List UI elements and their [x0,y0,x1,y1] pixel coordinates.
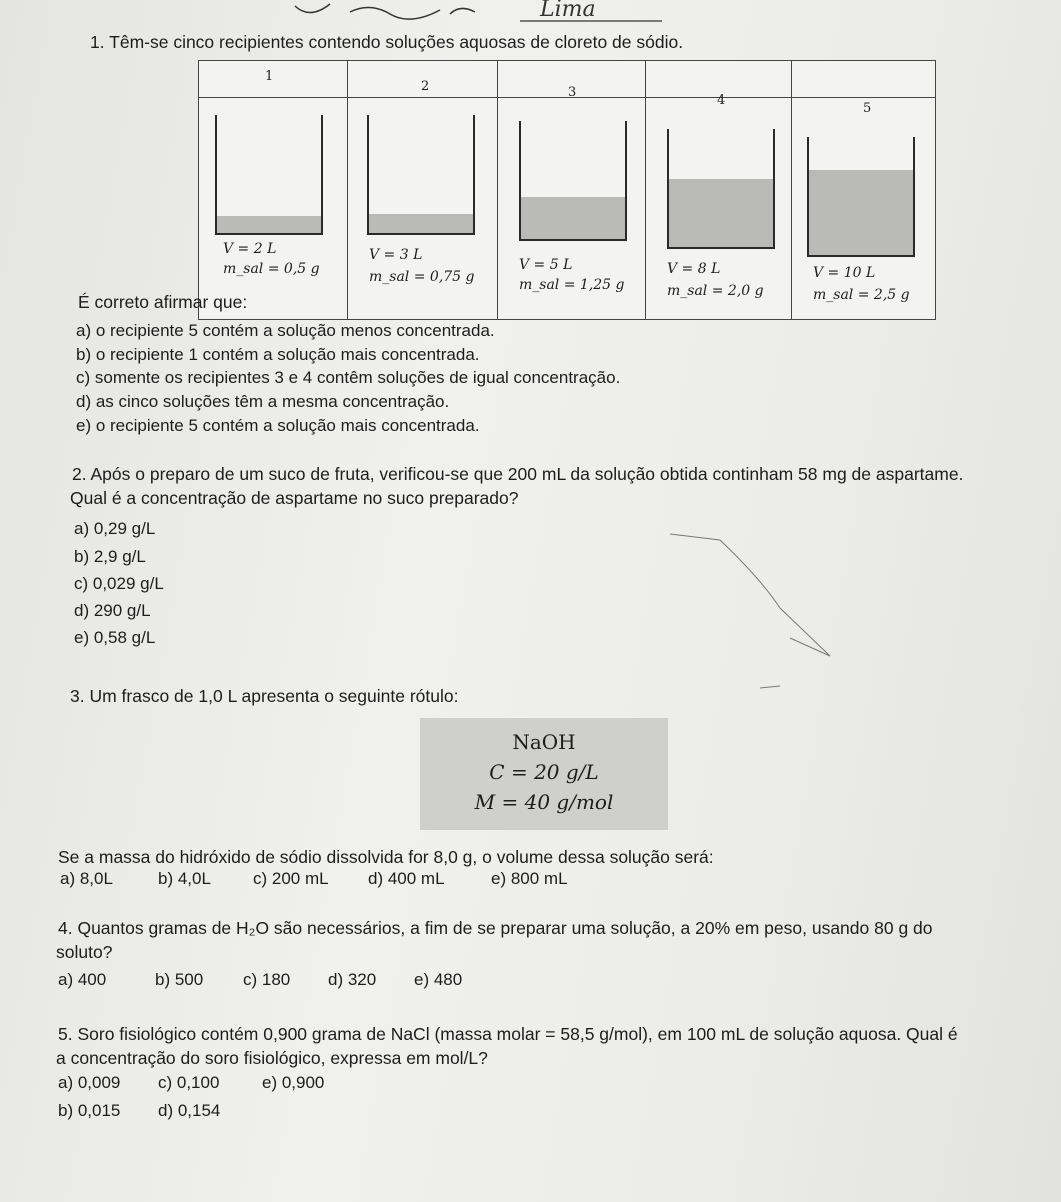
q5-option-d[interactable]: d) 0,154 [158,1101,221,1120]
beaker-1 [215,115,323,235]
beaker-4 [667,129,775,249]
q1-option-d[interactable]: d) as cinco soluções têm a mesma concentração. [76,392,450,411]
q4-option-a[interactable]: a) 400 [58,970,107,989]
recipient-4-number: 4 [717,93,726,108]
q4-option-b[interactable]: b) 500 [155,970,204,989]
table-header [199,61,935,98]
q5-line1: 5. Soro fisiológico contém 0,900 grama de NaCl (massa molar = 58,5 g/mol), em 100 mL de solução aquosa. Qual é [58,1024,958,1044]
label-formula: NaOH [512,730,576,754]
recipient-2 [347,97,497,319]
q2-option-b[interactable]: b) 2,9 g/L [74,547,146,566]
recipient-4-mass: m_sal = 2,0 g [667,283,764,299]
liquid-2 [369,214,473,233]
beaker-3 [519,121,627,241]
q2-option-d[interactable]: d) 290 g/L [74,601,151,620]
q5-option-c[interactable]: c) 0,100 [158,1073,220,1092]
liquid-3 [521,197,625,239]
q4-line1: 4. Quantos gramas de H₂O são necessários, a fim de se preparar uma solução, a 20% em peso, usando 80 g do [58,918,933,938]
q4-line2: soluto? [56,942,113,962]
q3-title: 3. Um frasco de 1,0 L apresenta o seguinte rótulo: [70,686,459,706]
recipient-2-mass: m_sal = 0,75 g [369,269,475,285]
recipient-5-mass: m_sal = 2,5 g [813,287,910,303]
liquid-1 [217,216,321,233]
q2-option-e[interactable]: e) 0,58 g/L [74,628,156,647]
q1-option-b[interactable]: b) o recipiente 1 contém a solução mais concentrada. [76,345,480,364]
recipient-4-volume: V = 8 L [667,261,721,277]
liquid-4 [669,179,773,247]
q3-option-c[interactable]: c) 200 mL [253,869,329,888]
q1-option-c[interactable]: c) somente os recipientes 3 e 4 contêm soluções de igual concentração. [76,368,621,387]
q1-option-a[interactable]: a) o recipiente 5 contém a solução menos concentrada. [76,321,495,340]
recipient-2-volume: V = 3 L [369,247,423,263]
recipient-3-mass: m_sal = 1,25 g [519,277,625,293]
q2-option-c[interactable]: c) 0,029 g/L [74,574,164,593]
q5-line2: a concentração do soro fisiológico, expressa em mol/L? [56,1048,488,1068]
q2-line2: Qual é a concentração de aspartame no suco preparado? [70,488,519,508]
q1-stem: É correto afirmar que: [78,292,248,312]
recipient-1-number: 1 [265,69,274,84]
q2-line1: 2. Após o preparo de um suco de fruta, verificou-se que 200 mL da solução obtida continham 58 mg de aspartame. [72,464,964,484]
q1-title: 1. Têm-se cinco recipientes contendo soluções aquosas de cloreto de sódio. [90,32,684,52]
q3-question: Se a massa do hidróxido de sódio dissolvida for 8,0 g, o volume dessa solução será: [58,847,714,867]
q5-option-b[interactable]: b) 0,015 [58,1101,121,1120]
handwritten-text: Lima [540,0,596,22]
liquid-5 [809,170,913,255]
handwritten-name [290,0,670,26]
beaker-2 [367,115,475,235]
q3-option-d[interactable]: d) 400 mL [368,869,445,888]
naoh-label [420,718,668,830]
recipient-5 [791,97,935,319]
label-concentration: C = 20 g/L [489,760,599,784]
q2-option-a[interactable]: a) 0,29 g/L [74,519,156,538]
recipient-5-number: 5 [863,101,872,116]
q4-option-c[interactable]: c) 180 [243,970,291,989]
recipient-5-volume: V = 10 L [813,265,876,281]
label-molar-mass: M = 40 g/mol [474,790,614,814]
q1-option-e[interactable]: e) o recipiente 5 contém a solução mais concentrada. [76,416,480,435]
recipient-1 [199,97,347,319]
q5-option-e[interactable]: e) 0,900 [262,1073,325,1092]
recipient-1-mass: m_sal = 0,5 g [223,261,320,277]
pencil-doodle [660,528,840,698]
recipient-4 [645,97,791,319]
q3-option-b[interactable]: b) 4,0L [158,869,211,888]
beaker-5 [807,137,915,257]
recipients-table [198,60,936,320]
recipient-1-volume: V = 2 L [223,241,277,257]
recipient-3-volume: V = 5 L [519,257,573,273]
q3-option-e[interactable]: e) 800 mL [491,869,568,888]
q5-option-a[interactable]: a) 0,009 [58,1073,121,1092]
recipient-2-number: 2 [421,79,430,94]
recipient-3-number: 3 [568,85,577,100]
q3-option-a[interactable]: a) 8,0L [60,869,113,888]
q4-option-e[interactable]: e) 480 [414,970,463,989]
q4-option-d[interactable]: d) 320 [328,970,377,989]
recipient-3 [497,97,645,319]
